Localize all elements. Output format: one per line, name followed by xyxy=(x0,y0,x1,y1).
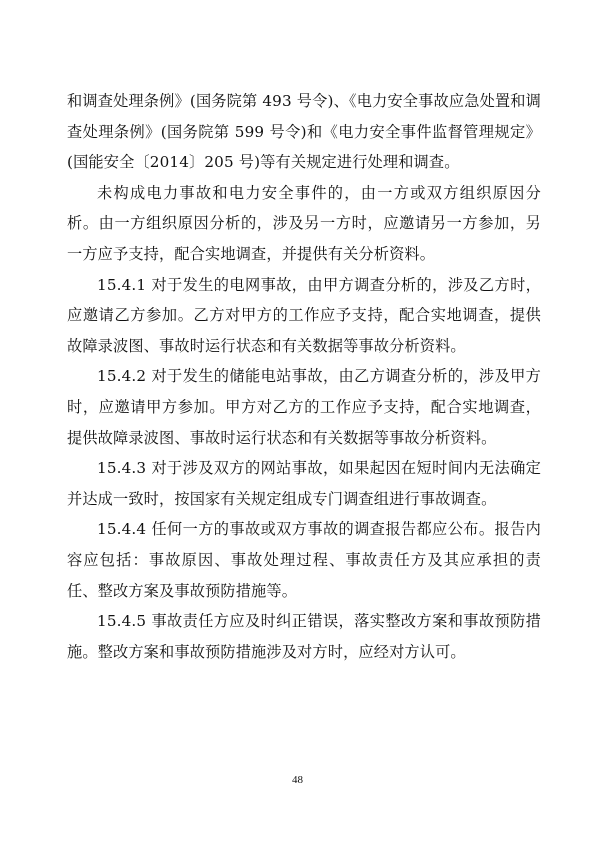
paragraph-15-4-1: 15.4.1 对于发生的电网事故，由甲方调查分析的，涉及乙方时，应邀请乙方参加。乙方对甲方的工作应予支持，配合实地调查，提供故障录波图、事故时运行状态和有关数据等事故分析资料。 xyxy=(67,275,541,355)
page-number: 48 xyxy=(292,774,303,786)
paragraph-continuation: 和调查处理条例》(国务院第 493 号令)、《电力安全事故应急处置和调查处理条例》(国务院第 599 号令)和《电力安全事件监督管理规定》(国能安全〔2014〕205 号)等有关规定进行处理和调查。 xyxy=(67,92,541,172)
paragraph-15-4-4: 15.4.4 任何一方的事故或双方事故的调查报告都应公布。报告内容应包括：事故原因、事故处理过程、事故责任方及其应承担的责任、整改方案及事故预防措施等。 xyxy=(67,520,541,600)
body-text xyxy=(67,86,541,667)
paragraph-15-4-5: 15.4.5 事故责任方应及时纠正错误，落实整改方案和事故预防措施。整改方案和事故预防措施涉及对方时，应经对方认可。 xyxy=(67,612,541,661)
paragraph-15-4-2: 15.4.2 对于发生的储能电站事故，由乙方调查分析的，涉及甲方时，应邀请甲方参加。甲方对乙方的工作应予支持，配合实地调查，提供故障录波图、事故时运行状态和有关数据等事故分析资料。 xyxy=(67,367,541,447)
paragraph-15-4-3: 15.4.3 对于涉及双方的网站事故，如果起因在短时间内无法确定并达成一致时，按国家有关规定组成专门调查组进行事故调查。 xyxy=(67,459,541,508)
paragraph-analysis: 未构成电力事故和电力安全事件的，由一方或双方组织原因分析。由一方组织原因分析的，涉及另一方时，应邀请另一方参加，另一方应予支持，配合实地调查，并提供有关分析资料。 xyxy=(67,183,541,263)
